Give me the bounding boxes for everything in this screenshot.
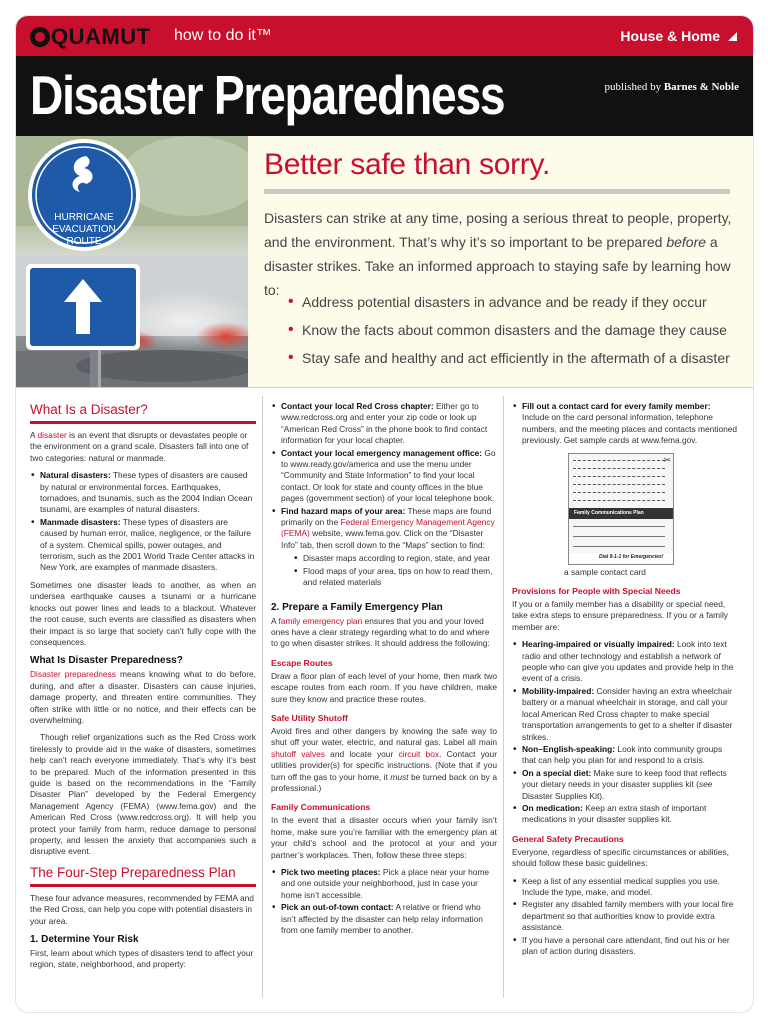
list-item: • Pick an out-of-town contact: A relative or friend who isn’t affected by the disaster can help relay information from one family member to another.	[271, 902, 497, 936]
intro-bullets	[288, 288, 740, 372]
subsection-heading: Family Communications	[271, 802, 371, 813]
image-caption: a sample contact card	[564, 566, 646, 577]
paragraph: Sometimes one disaster leads to another, as when an undersea earthquake causes a tsunami or a hurricane knocks out power lines and leads to a blackout. Whatever the root cause, such events are classified as disasters when their impact is so large that society can’t fully cope with the consequences.	[30, 579, 256, 647]
list-item: • Address potential disasters in advance and be ready if they occur	[288, 288, 740, 316]
bullet-list	[271, 401, 497, 589]
card-footer: Dial 9-1-1 for Emergencies!	[599, 553, 664, 560]
subsection-heading: Safe Utility Shutoff	[271, 712, 348, 723]
subsection-heading: Provisions for People with Special Needs	[512, 586, 681, 597]
step-heading: 1. Determine Your Risk	[30, 934, 139, 946]
paragraph: If you or a family member has a disability or special need, take extra steps to ensure preparedness. If you or a family member are:	[512, 599, 728, 632]
top-bar	[16, 16, 753, 56]
bullet-list	[271, 867, 497, 936]
term-link[interactable]: shutoff valves	[271, 748, 325, 759]
list-item: • Contact your local emergency management office: Go to www.ready.gov/america and use the menu under “Community and State Information” to find your local contact. Or look for state and county offices in the blue pages (government section) of your local telephone book.	[271, 448, 497, 505]
publisher-name: Barnes & Noble	[663, 81, 739, 93]
intro-panel	[248, 136, 753, 387]
card-title: Family Communications Plan	[574, 509, 644, 516]
paragraph: These four advance measures, recommended by FEMA and the Red Cross, can help you cope with potential disasters in your area.	[30, 892, 254, 926]
term-link[interactable]: family emergency plan	[278, 615, 363, 626]
list-item: • On medication: Keep an extra stash of important medications in your disaster supplies kit.	[512, 803, 738, 826]
publisher-prefix: published by	[604, 81, 662, 93]
column-3	[512, 401, 738, 963]
paragraph: First, learn about which types of disasters tend to affect your region, state, neighborhood, and property:	[30, 948, 254, 970]
title-bar	[16, 56, 753, 136]
subsection-heading: Escape Routes	[271, 657, 333, 668]
scissors-icon: ✂	[663, 454, 671, 465]
list-item: • Manmade disasters: These types of disasters are caused by human error, malice, negligence, or the failure of a system. Chemical spills, power outages, and terrorism, such as the 2001 World Trade Center attacks in New York, are examples of manmade disasters.	[30, 517, 256, 574]
sign-text-line2: EVACUATION	[52, 224, 116, 235]
term-link[interactable]: circuit box	[398, 748, 440, 759]
list-item: • Pick two meeting places: Pick a place near your home and one outside your neighborhood, just in case your home isn’t accessible.	[271, 867, 497, 901]
paragraph: Everyone, regardless of specific circumstances or abilities, should follow these basic guidelines:	[512, 846, 729, 869]
intro-divider	[264, 189, 730, 194]
hero-photo	[16, 136, 248, 387]
list-item: • Hearing-impaired or visually impaired: Look into text radio and other technology and establish a network of people who can give you updates and provide help in the event of a crisis.	[512, 639, 738, 685]
list-item: • Fill out a contact card for every family member: Include on the card personal information, telephone numbers, and the meeting places and contacts mentioned previously. Get sample cards at www.fema.gov.	[512, 401, 738, 447]
list-item: • Natural disasters: These types of disasters are caused by natural or environmental forces. Earthquakes, tornadoes, and tsunamis, such as the 2004 Indian Ocean tsunami, are examples of natural disasters.	[30, 470, 256, 516]
list-item: • Flood maps of your area, tips on how to read them, and related materials	[293, 566, 497, 589]
column-divider	[262, 396, 263, 998]
page	[16, 16, 753, 1012]
intro-paragraph: Disasters can strike at any time, posing a serious threat to people, property, and the environment. That’s why it’s so important to be prepared before a disaster strikes. Take an informed approach to staying safe by learning how to:	[264, 210, 732, 298]
sign-text-line3: ROUTE	[66, 236, 102, 247]
category-label: House & Home	[620, 28, 720, 44]
list-item: • Know the facts about common disasters and the damage they cause	[288, 316, 740, 344]
section-heading: The Four-Step Preparedness Plan	[30, 864, 236, 880]
sub-list	[293, 553, 497, 588]
section-heading: What Is a Disaster?	[30, 402, 148, 417]
publisher-credit	[605, 81, 739, 93]
term-link[interactable]: Disaster preparedness	[30, 669, 116, 680]
contact-card-image	[568, 453, 674, 565]
list-item: • On a special diet: Make sure to keep food that reflects your dietary needs in your disaster supplies kit (see Disaster Supplies Kit).	[512, 768, 738, 802]
paragraph: Disaster preparedness means knowing what to do before, during, and after a disaster. Disasters can cause injuries, damage property, and threaten entire communities. They often strike with little or no notice, and their effects can be overwhelming.	[30, 669, 256, 725]
corner-triangle-icon	[728, 32, 737, 41]
paragraph: In the event that a disaster occurs when your family isn’t home, make sure you’re familiar with the emergency plan at your child’s school and the protocol at your and your partner’s workplaces. Then, follow these three steps:	[271, 815, 497, 860]
logo-text: QUAMUT	[51, 24, 151, 49]
column-divider	[503, 396, 504, 998]
section-divider	[16, 387, 753, 388]
category-link[interactable]	[620, 28, 737, 44]
paragraph: A family emergency plan ensures that you and your loved ones have a clear strategy regarding what to do and where to go when disaster strikes. It should address the following:	[271, 615, 490, 649]
logo-mark-icon	[30, 27, 50, 47]
column-2	[271, 401, 497, 942]
list-item: • Register any disabled family members with your local fire department so that authorities know to provide extra assistance.	[512, 899, 738, 933]
bullet-list	[512, 876, 738, 958]
paragraph: Avoid fires and other dangers by knowing the safe way to shut off your water, electric, and natural gas. Label all main shutoff valves and locate your circuit box. Contact your utilities provider(s) for specific instructions. (Note that if you turn off the gas to your home, it must be turned back on by a professional.)	[271, 725, 498, 793]
paragraph: Draw a floor plan of each level of your home, then mark two escape routes from each room. If you have children, make sure they know and practice these routes.	[271, 670, 497, 704]
paragraph: Though relief organizations such as the Red Cross work tirelessly to provide aid in the wake of disasters, sometimes help can’t reach everyone immediately. That’s why it’s best to be prepared. Much of the information presented in this guide is based on the recommendations in the “Family Disaster Plan” developed by the Federal Emergency Management Agency (FEMA) (www.fema.gov) and the American Red Cross (www.redcross.org). It will help you protect your family from harm, reduce damage to personal property, and lessen the anxiety that accompanies such a disruptive event.	[30, 732, 256, 857]
bullet-list	[512, 401, 738, 447]
bullet-list	[30, 470, 256, 574]
list-item: • Non–English-speaking: Look into community groups that can help you plan for and respond to a crisis.	[512, 744, 738, 767]
sign-text-line1: HURRICANE	[54, 212, 114, 223]
step-heading: 2. Prepare a Family Emergency Plan	[271, 601, 443, 613]
subsection-heading: What Is Disaster Preparedness?	[30, 655, 183, 667]
list-item: • Find hazard maps of your area: These maps are found primarily on the Federal Emergency Management Agency (FEMA) website, www.fema.gov. Click on the “Disaster Info” tab, then scroll down to the “Maps” section to find: • Disaster maps according to region, state, and year • Flood maps of your area, tips on how to read them, and related materials	[271, 506, 497, 589]
subsection-heading: General Safety Precautions	[512, 833, 624, 844]
list-item: • Contact your local Red Cross chapter: Either go to www.redcross.org and enter your zip code or look up “American Red Cross” in the phone book to find contact information for your local chapter.	[271, 401, 497, 447]
list-item: • Mobility-impaired: Consider having an extra wheelchair battery or a manual wheelchair in storage, and call your local American Red Cross chapter to make special transportation arrangements to get to a shelter if disaster strikes.	[512, 686, 738, 743]
column-1	[30, 401, 256, 977]
section-rule	[30, 421, 256, 424]
term-link[interactable]: Federal Emergency Management Agency (FEMA)	[281, 517, 495, 539]
bullet-list	[512, 639, 738, 826]
list-item: • Disaster maps according to region, state, and year	[293, 553, 497, 564]
list-item: • If you have a personal care attendant, find out his or her plan of action during disasters.	[512, 935, 738, 958]
list-item: • Stay safe and healthy and act efficiently in the aftermath of a disaster	[288, 344, 740, 372]
section-rule	[30, 884, 256, 887]
list-item: • Keep a list of any essential medical supplies you use. Include the type, make, and model.	[512, 876, 738, 899]
page-title: Disaster Preparedness	[30, 64, 505, 126]
intro-heading: Better safe than sorry.	[264, 148, 551, 181]
tagline: how to do it™	[174, 27, 272, 44]
paragraph: A disaster is an event that disrupts or devastates people or the environment on a grand scale. Disasters fall into one of two categories: natural or manmade.	[30, 430, 249, 463]
evacuation-sign-image	[16, 136, 248, 387]
quamut-logo[interactable]	[30, 26, 151, 48]
term-link[interactable]: disaster	[37, 430, 67, 440]
